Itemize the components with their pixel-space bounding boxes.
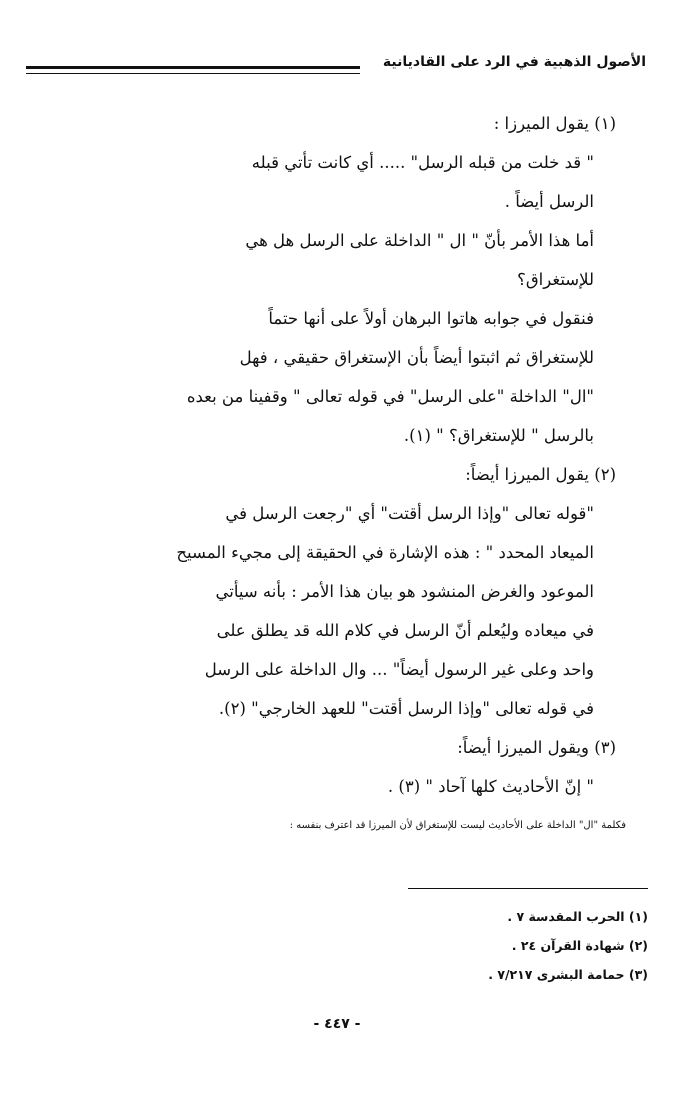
text-line: (٢) يقول الميرزا أيضاً: xyxy=(465,465,616,484)
text-line: في ميعاده وليُعلم أنّ الرسل في كلام الله قد يطلق على xyxy=(216,621,594,640)
text-line: "قوله تعالى "وإذا الرسل أقتت" أي "رجعت الرسل في xyxy=(225,504,594,523)
footnotes xyxy=(248,902,648,989)
text-line: " إنّ الأحاديث كلها آحاد " (٣) . xyxy=(387,777,594,796)
running-header xyxy=(26,48,646,88)
text-line: (٣) ويقول الميرزا أيضاً: xyxy=(457,738,616,757)
footnote: (٢) شهادة القرآن ٢٤ . xyxy=(511,938,648,953)
text-line: "ال" الداخلة "على الرسل" في قوله تعالى " وقفينا من بعده xyxy=(186,387,594,406)
body-text xyxy=(56,104,626,845)
text-line: بالرسل " للإستغراق؟ " (١). xyxy=(403,426,594,445)
text-line: فنقول في جوابه هاتوا البرهان أولاً على أنها حتماً xyxy=(268,309,594,328)
footnote-divider xyxy=(408,888,648,889)
text-line: واحد وعلى غير الرسول أيضاً" ... وال الداخلة على الرسل xyxy=(204,660,594,679)
text-line: " قد خلت من قبله الرسل" ..... أي كانت تأتي قبله xyxy=(251,153,594,172)
text-line: للإستغراق؟ xyxy=(517,270,594,289)
text-line: الرسل أيضاً . xyxy=(504,192,594,211)
header-title: الأصول الذهبية في الرد على القاديانية xyxy=(382,54,646,70)
text-line: الميعاد المحدد " : هذه الإشارة في الحقيقة إلى مجيء المسيح xyxy=(176,543,594,562)
text-line: للإستغراق ثم اثبتوا أيضاً بأن الإستغراق حقيقي ، فهل xyxy=(239,348,594,367)
header-rule-thick xyxy=(26,66,360,69)
text-line: في قوله تعالى "وإذا الرسل أقتت" للعهد الخارجي" (٢). xyxy=(218,699,594,718)
header-rule-thin xyxy=(26,73,360,74)
page-number: - ٤٤٧ - xyxy=(313,1016,361,1032)
footnote: (٣) حمامة البشرى ٧/٢١٧ . xyxy=(488,967,648,982)
text-line: أما هذا الأمر بأنّ " ال " الداخلة على الرسل هل هي xyxy=(245,231,594,250)
text-line: فكلمة "ال" الداخلة على الأحاديث ليست للإستغراق لأن الميرزا قد اعترف بنفسه : xyxy=(289,820,626,831)
footnote: (١) الحرب المقدسة ٧ . xyxy=(507,909,648,924)
text-line: (١) يقول الميرزا : xyxy=(493,114,616,133)
text-line: الموعود والغرض المنشود هو بيان هذا الأمر : بأنه سيأتي xyxy=(215,582,594,601)
